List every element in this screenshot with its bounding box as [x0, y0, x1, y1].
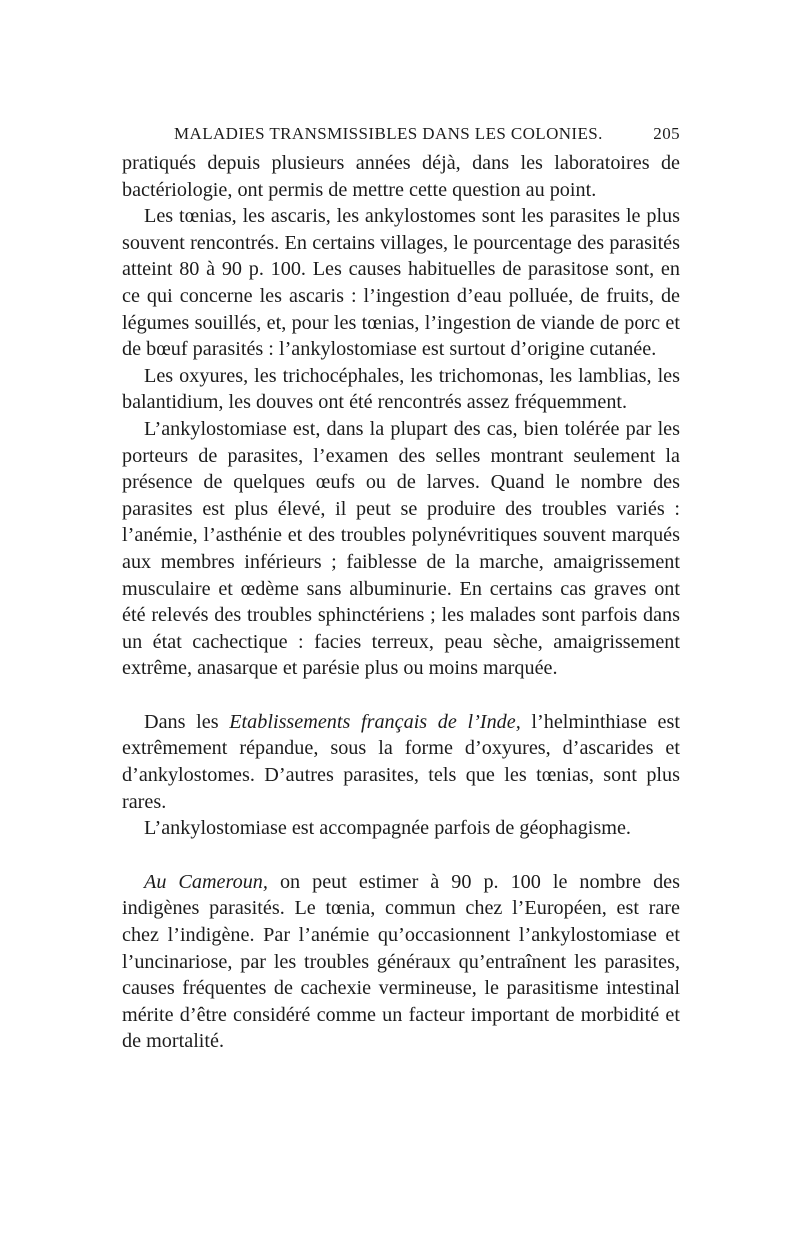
paragraph-other-parasites: Les oxyures, les trichocéphales, les trichomonas, les lamblias, les balantidium, les douves ont été rencontrés assez fréquemment.: [122, 364, 680, 414]
paragraph-cameroun: [122, 869, 680, 1055]
paragraph-geophagism: L’ankylostomiase est accompagnée parfois de géophagisme.: [144, 817, 631, 840]
page-number: 205: [653, 124, 680, 143]
paragraph-parasites: Les tœnias, les ascaris, les ankylostomes sont les parasites le plus souvent rencontrés. En certains villages, le pourcentage des parasités atteint 80 à 90 p. 100. Les causes habituelles de parasitose sont, en ce qui concerne les ascaris : l’ingestion d’eau polluée, de fruits, de légumes souillés, et, pour les tœnias, l’ingestion de viande de porc et de bœuf parasités : l’ankylostomiase est surtout d’origine cutanée.: [122, 205, 680, 361]
book-page: [122, 120, 680, 1055]
section-gap: [122, 842, 680, 869]
section-gap: [122, 682, 680, 709]
cameroun-place-name: Au Cameroun,: [144, 870, 268, 893]
running-title: MALADIES TRANSMISSIBLES DANS LES COLONIES.: [174, 124, 603, 143]
cameroun-text: on peut estimer à 90 p. 100 le nombre des indigènes parasités. Le tœnia, commun chez l’Européen, est rare chez l’indigène. Par l’anémie qu’occasionnent l’ankylostomiase et l’uncinariose, par les troubles généraux qu’entraînent les parasites, causes fréquentes de cachexie vermineuse, le parasitisme intestinal mérite d’être considéré comme un facteur important de morbidité et de mortalité.: [122, 870, 680, 1053]
inde-text: l’helminthiase est extrêmement répandue, sous la forme d’oxyures, d’ascarides et d’ankylostomes. D’autres parasites, tels que les tœnias, sont plus rares.: [122, 710, 680, 813]
paragraph-continuation: pratiqués depuis plusieurs années déjà, dans les laboratoires de bactériologie, ont permis de mettre cette question au point.: [122, 152, 680, 201]
paragraph-ankylostomiasis: L’ankylostomiase est, dans la plupart des cas, bien tolérée par les porteurs de parasites, l’examen des selles montrant seulement la présence de quelques œufs ou de larves. Quand le nombre des parasites est plus élevé, il peut se produire des troubles variés : l’anémie, l’asthénie et des troubles polynévritiques souvent marqués aux membres inférieurs ; faiblesse de la marche, amaigrissement musculaire et œdème sans albuminurie. En certains cas graves ont été relevés des troubles sphinctériens ; les malades sont parfois dans un état cachectique : facies terreux, peau sèche, amaigrissement extrême, anasarque et parésie plus ou moins marquée.: [122, 417, 680, 680]
inde-place-name: Etablissements français de l’Inde,: [229, 710, 521, 733]
inde-lead: Dans les: [144, 710, 230, 733]
paragraph-inde: [122, 709, 680, 815]
running-header: [122, 120, 680, 150]
